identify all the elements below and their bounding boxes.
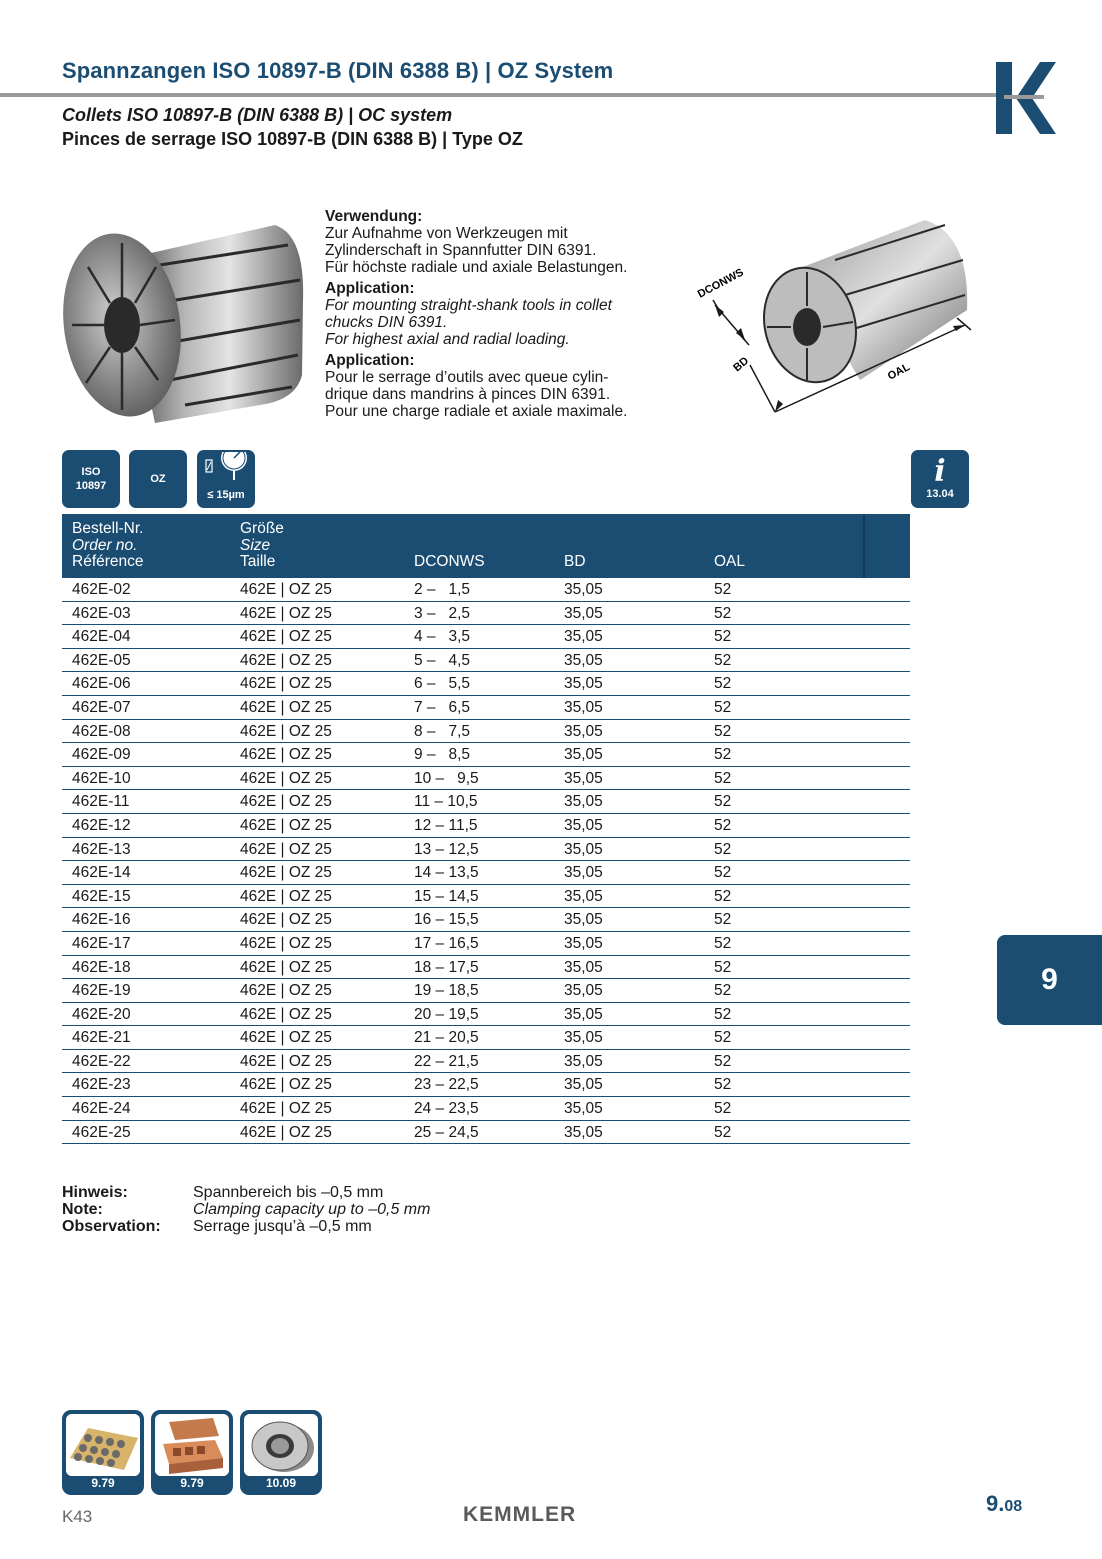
dial-gauge-icon <box>200 452 252 482</box>
table-row <box>62 956 910 980</box>
cell-dconws: 21 – 20,5 <box>414 1029 479 1047</box>
cell-dconws: 14 – 13,5 <box>414 864 479 882</box>
cell-order-no: 462E-18 <box>72 958 131 976</box>
cell-dconws: 12 – 11,5 <box>414 816 478 834</box>
cell-order-no: 462E-22 <box>72 1052 131 1070</box>
chapter-tab[interactable]: 9 <box>997 935 1102 1025</box>
cell-oal: 52 <box>714 934 732 952</box>
page-title: Spannzangen ISO 10897-B (DIN 6388 B) | OZ System <box>62 58 614 83</box>
cell-order-no: 462E-06 <box>72 675 131 693</box>
cell-size: 462E | OZ 25 <box>240 628 332 646</box>
cell-size: 462E | OZ 25 <box>240 651 332 669</box>
cell-bd: 35,05 <box>564 628 603 646</box>
description-heading-fr: Application: <box>325 352 415 369</box>
cell-bd: 35,05 <box>564 581 603 598</box>
cell-order-no: 462E-17 <box>72 934 131 952</box>
cell-bd: 35,05 <box>564 840 603 858</box>
cell-size: 462E | OZ 25 <box>240 1100 332 1118</box>
header-label-de: Größe <box>240 520 284 537</box>
cell-dconws: 17 – 16,5 <box>414 934 479 952</box>
footer-code: K43 <box>62 1507 93 1526</box>
table-header <box>62 514 910 578</box>
page-number <box>986 1491 1022 1517</box>
cell-oal: 52 <box>714 722 732 740</box>
header-size <box>240 521 284 571</box>
cell-dconws: 22 – 21,5 <box>414 1052 479 1070</box>
cell-size: 462E | OZ 25 <box>240 1076 332 1094</box>
cell-bd: 35,05 <box>564 698 603 716</box>
header-label-de: Bestell-Nr. <box>72 520 144 537</box>
cell-oal: 52 <box>714 1005 732 1023</box>
header-divider <box>863 514 865 578</box>
note-value-de: Spannbereich bis –0,5 mm <box>193 1184 384 1201</box>
cell-oal: 52 <box>714 1100 732 1118</box>
cell-bd: 35,05 <box>564 675 603 693</box>
drawing-label-oal: OAL <box>885 361 912 383</box>
description-line-fr: Pour une charge radiale et axiale maximale. <box>325 403 628 420</box>
cell-dconws: 13 – 12,5 <box>414 840 479 858</box>
cell-bd: 35,05 <box>564 1052 603 1070</box>
cell-order-no: 462E-21 <box>72 1029 131 1047</box>
cell-size: 462E | OZ 25 <box>240 840 332 858</box>
cell-size: 462E | OZ 25 <box>240 1052 332 1070</box>
table-row <box>62 979 910 1003</box>
cell-size: 462E | OZ 25 <box>240 982 332 1000</box>
cell-dconws: 4 – 3,5 <box>414 628 471 646</box>
cell-order-no: 462E-24 <box>72 1100 131 1118</box>
cell-oal: 52 <box>714 581 732 598</box>
cell-size: 462E | OZ 25 <box>240 769 332 787</box>
cell-oal: 52 <box>714 887 732 905</box>
cell-size: 462E | OZ 25 <box>240 1123 332 1141</box>
table-row <box>62 1073 910 1097</box>
cell-size: 462E | OZ 25 <box>240 722 332 740</box>
header-bd: BD <box>564 553 586 570</box>
cell-oal: 52 <box>714 675 732 693</box>
description-line-en: For highest axial and radial loading. <box>325 331 570 348</box>
description-line-de: Zylinderschaft in Spannfutter DIN 6391. <box>325 242 597 259</box>
runout-tolerance-badge <box>197 450 255 508</box>
cell-bd: 35,05 <box>564 604 603 622</box>
description-line-de: Zur Aufnahme von Werkzeugen mit <box>325 225 568 242</box>
cell-oal: 52 <box>714 1123 732 1141</box>
product-table-body <box>62 578 910 1144</box>
cell-dconws: 10 – 9,5 <box>414 769 479 787</box>
cell-size: 462E | OZ 25 <box>240 816 332 834</box>
page-number-major: 9. <box>986 1491 1005 1516</box>
cell-order-no: 462E-23 <box>72 1076 131 1094</box>
table-row <box>62 932 910 956</box>
cell-dconws: 18 – 17,5 <box>414 958 479 976</box>
cell-bd: 35,05 <box>564 934 603 952</box>
cell-size: 462E | OZ 25 <box>240 911 332 929</box>
description-line-en: chucks DIN 6391. <box>325 314 448 331</box>
cell-order-no: 462E-07 <box>72 698 131 716</box>
table-row <box>62 1050 910 1074</box>
cell-dconws: 20 – 19,5 <box>414 1005 479 1023</box>
cell-bd: 35,05 <box>564 722 603 740</box>
description-line-en: For mounting straight-shank tools in collet <box>325 297 612 314</box>
cell-oal: 52 <box>714 628 732 646</box>
related-clamping-nut-link[interactable] <box>240 1410 322 1495</box>
description-line-fr: Pour le serrage d’outils avec queue cylin- <box>325 369 609 386</box>
header-dconws: DCONWS <box>414 553 485 570</box>
cell-size: 462E | OZ 25 <box>240 746 332 764</box>
description-block <box>325 208 627 420</box>
table-row <box>62 814 910 838</box>
table-row <box>62 1026 910 1050</box>
badge-text: OZ <box>150 473 166 485</box>
cell-bd: 35,05 <box>564 1123 603 1141</box>
cell-bd: 35,05 <box>564 864 603 882</box>
cell-order-no: 462E-10 <box>72 769 131 787</box>
description-heading-en: Application: <box>325 280 415 297</box>
page-number-minor: 08 <box>1004 1498 1023 1515</box>
cell-size: 462E | OZ 25 <box>240 1029 332 1047</box>
table-row <box>62 790 910 814</box>
related-ref: 9.79 <box>180 1476 204 1490</box>
info-reference-badge[interactable] <box>911 450 969 508</box>
description-heading-de: Verwendung: <box>325 208 423 225</box>
cell-bd: 35,05 <box>564 816 603 834</box>
cell-oal: 52 <box>714 698 732 716</box>
cell-dconws: 8 – 7,5 <box>414 722 471 740</box>
cell-oal: 52 <box>714 958 732 976</box>
badge-text: ISO <box>81 466 101 478</box>
cell-dconws: 11 – 10,5 <box>414 793 478 811</box>
cell-bd: 35,05 <box>564 887 603 905</box>
cell-order-no: 462E-14 <box>72 864 131 882</box>
cell-bd: 35,05 <box>564 746 603 764</box>
table-row <box>62 1097 910 1121</box>
cell-dconws: 15 – 14,5 <box>414 887 479 905</box>
table-row <box>62 743 910 767</box>
cell-bd: 35,05 <box>564 769 603 787</box>
description-line-fr: drique dans mandrins à pinces DIN 6391. <box>325 386 611 403</box>
cell-oal: 52 <box>714 769 732 787</box>
collet-set-tray-icon <box>66 1414 140 1476</box>
iso-10897-badge <box>62 450 120 508</box>
note-label-fr: Observation: <box>62 1218 161 1235</box>
cell-order-no: 462E-05 <box>72 651 131 669</box>
badge-text: ≤ 15µm <box>207 489 245 501</box>
table-row <box>62 625 910 649</box>
cell-dconws: 6 – 5,5 <box>414 675 471 693</box>
note-label-en: Note: <box>62 1201 103 1218</box>
cell-size: 462E | OZ 25 <box>240 675 332 693</box>
title-divider <box>0 93 1000 97</box>
header-label-en: Size <box>240 536 271 554</box>
wooden-box-icon <box>155 1414 229 1476</box>
cell-dconws: 9 – 8,5 <box>414 746 471 764</box>
cell-order-no: 462E-02 <box>72 581 131 598</box>
cell-size: 462E | OZ 25 <box>240 1005 332 1023</box>
header-label-fr: Référence <box>72 553 144 570</box>
collet-dimension-drawing <box>695 200 985 435</box>
cell-bd: 35,05 <box>564 911 603 929</box>
cell-oal: 52 <box>714 911 732 929</box>
clamping-nut-icon <box>244 1414 318 1476</box>
cell-oal: 52 <box>714 982 732 1000</box>
cell-bd: 35,05 <box>564 793 603 811</box>
cell-order-no: 462E-15 <box>72 887 131 905</box>
related-ref: 10.09 <box>265 1476 297 1490</box>
cell-dconws: 24 – 23,5 <box>414 1100 479 1118</box>
cell-oal: 52 <box>714 840 732 858</box>
badge-text: 13.04 <box>926 488 954 500</box>
cell-order-no: 462E-04 <box>72 628 131 646</box>
table-row <box>62 649 910 673</box>
collet-photo-icon <box>60 205 308 430</box>
cell-order-no: 462E-16 <box>72 911 131 929</box>
cell-bd: 35,05 <box>564 982 603 1000</box>
related-ref: 9.79 <box>91 1476 115 1490</box>
footer-brand: KEMMLER <box>463 1503 577 1526</box>
cell-dconws: 2 – 1,5 <box>414 581 471 598</box>
cell-bd: 35,05 <box>564 1100 603 1118</box>
badge-text: 10897 <box>75 480 107 492</box>
cell-oal: 52 <box>714 746 732 764</box>
cell-order-no: 462E-19 <box>72 982 131 1000</box>
cell-dconws: 7 – 6,5 <box>414 698 471 716</box>
cell-order-no: 462E-11 <box>72 793 130 811</box>
cell-order-no: 462E-03 <box>72 604 131 622</box>
table-row <box>62 838 910 862</box>
cell-order-no: 462E-12 <box>72 816 131 834</box>
table-row <box>62 1121 910 1145</box>
subtitle-english: Collets ISO 10897-B (DIN 6388 B) | OC system <box>62 105 453 125</box>
cell-size: 462E | OZ 25 <box>240 958 332 976</box>
table-row <box>62 767 910 791</box>
table-row <box>62 578 910 602</box>
cell-oal: 52 <box>714 1052 732 1070</box>
drawing-label-bd: BD <box>731 354 752 375</box>
table-row <box>62 1003 910 1027</box>
cell-oal: 52 <box>714 864 732 882</box>
note-label-de: Hinweis: <box>62 1184 128 1201</box>
header-label-fr: Taille <box>240 553 276 570</box>
description-line-de: Für höchste radiale und axiale Belastungen. <box>325 259 628 276</box>
cell-oal: 52 <box>714 793 732 811</box>
cell-order-no: 462E-13 <box>72 840 131 858</box>
cell-size: 462E | OZ 25 <box>240 887 332 905</box>
note-value-fr: Serrage jusqu’à –0,5 mm <box>193 1218 372 1235</box>
cell-bd: 35,05 <box>564 651 603 669</box>
table-row <box>62 696 910 720</box>
drawing-label-dconws: DCONWS <box>695 266 746 301</box>
cell-bd: 35,05 <box>564 1005 603 1023</box>
note-value-en: Clamping capacity up to –0,5 mm <box>193 1201 431 1218</box>
header-order-no <box>72 521 144 571</box>
cell-dconws: 5 – 4,5 <box>414 651 471 669</box>
cell-oal: 52 <box>714 604 732 622</box>
cell-dconws: 16 – 15,5 <box>414 911 479 929</box>
info-icon: i <box>934 454 946 489</box>
cell-dconws: 23 – 22,5 <box>414 1076 479 1094</box>
table-row <box>62 672 910 696</box>
cell-size: 462E | OZ 25 <box>240 864 332 882</box>
cell-order-no: 462E-09 <box>72 746 131 764</box>
cell-dconws: 3 – 2,5 <box>414 604 471 622</box>
cell-order-no: 462E-20 <box>72 1005 131 1023</box>
kemmler-k-logo <box>996 62 1056 134</box>
cell-size: 462E | OZ 25 <box>240 934 332 952</box>
cell-oal: 52 <box>714 816 732 834</box>
cell-size: 462E | OZ 25 <box>240 581 332 598</box>
cell-size: 462E | OZ 25 <box>240 698 332 716</box>
table-row <box>62 602 910 626</box>
cell-bd: 35,05 <box>564 1076 603 1094</box>
cell-order-no: 462E-25 <box>72 1123 131 1141</box>
cell-dconws: 19 – 18,5 <box>414 982 479 1000</box>
cell-oal: 52 <box>714 1076 732 1094</box>
header-label-en: Order no. <box>72 536 138 554</box>
cell-bd: 35,05 <box>564 958 603 976</box>
cell-order-no: 462E-08 <box>72 722 131 740</box>
table-row <box>62 908 910 932</box>
cell-size: 462E | OZ 25 <box>240 604 332 622</box>
oz-badge <box>129 450 187 508</box>
table-row <box>62 720 910 744</box>
related-collet-set-link[interactable] <box>62 1410 144 1495</box>
cell-oal: 52 <box>714 1029 732 1047</box>
cell-size: 462E | OZ 25 <box>240 793 332 811</box>
table-row <box>62 885 910 909</box>
cell-bd: 35,05 <box>564 1029 603 1047</box>
table-row <box>62 861 910 885</box>
cell-dconws: 25 – 24,5 <box>414 1123 479 1141</box>
header-oal: OAL <box>714 553 746 570</box>
cell-oal: 52 <box>714 651 732 669</box>
subtitle-french: Pinces de serrage ISO 10897-B (DIN 6388 B) | Type OZ <box>62 129 523 149</box>
related-wooden-box-link[interactable] <box>151 1410 233 1495</box>
